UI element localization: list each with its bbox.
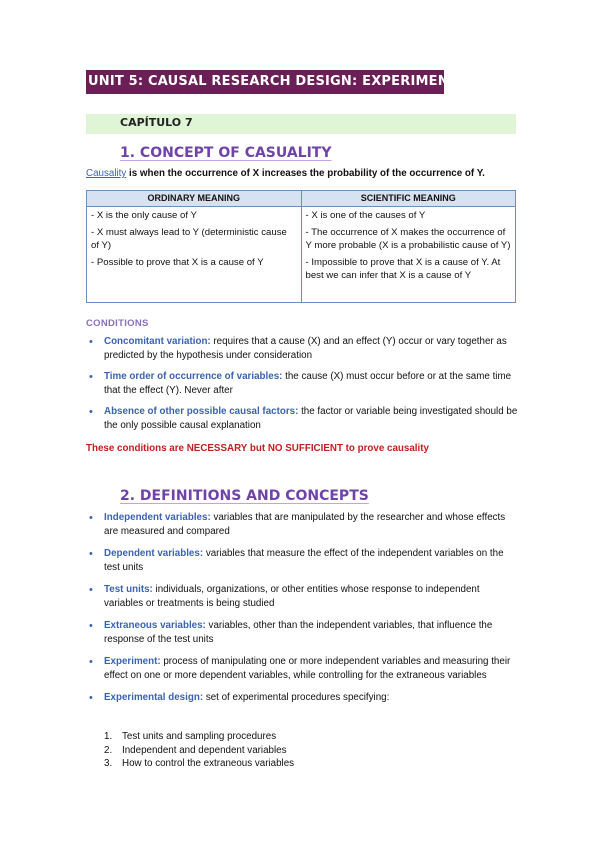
scientific-item: - The occurrence of X makes the occurrence of Y more probable (X is a probabilistic cause of Y): [305, 226, 511, 251]
bullet-icon: •: [89, 406, 93, 418]
condition-text: requires that a cause (X) and an effect (Y) occur or vary together as predicted by the hypothesis under consideration: [104, 336, 507, 361]
definition-item: [86, 547, 518, 575]
definition-text: variables that measure the effect of the independent variables on the test units: [104, 548, 504, 573]
definition-item: [86, 583, 518, 611]
condition-item: [86, 335, 518, 363]
ordinary-item: - X is the only cause of Y: [91, 210, 197, 221]
definition-text: variables that are manipulated by the researcher and whose effects are measured and compared: [104, 512, 506, 537]
conditions-list: [86, 335, 518, 433]
step-number: 3.: [104, 758, 113, 769]
bullet-icon: •: [89, 512, 93, 524]
chapter-banner: [86, 114, 516, 134]
header-scientific: SCIENTIFIC MEANING: [301, 191, 516, 207]
header-ordinary: ORDINARY MEANING: [87, 191, 302, 207]
step-text: How to control the extraneous variables: [122, 758, 295, 769]
design-step: [104, 744, 294, 758]
definition-item: [86, 655, 518, 683]
bullet-icon: •: [89, 371, 93, 383]
step-number: 1.: [104, 731, 113, 742]
step-text: Independent and dependent variables: [122, 744, 287, 756]
condition-item: [86, 405, 518, 433]
section-2-heading: 2. DEFINITIONS AND CONCEPTS: [120, 488, 369, 504]
conditions-label: CONDITIONS: [86, 318, 149, 329]
chapter-label: CAPÍTULO 7: [120, 116, 193, 129]
definitions-list: [86, 511, 518, 705]
definition-text: individuals, organizations, or other entities whose response to independent variables or treatments is being studied: [104, 584, 480, 609]
definition-label: Independent variables:: [104, 512, 211, 523]
definition-label: Experimental design:: [104, 692, 204, 703]
design-step: [104, 730, 294, 744]
definition-label: Dependent variables:: [104, 548, 204, 559]
ordinary-cell: [87, 207, 302, 303]
bullet-icon: •: [89, 548, 93, 560]
definition-item: [86, 619, 518, 647]
bullet-icon: •: [89, 656, 93, 668]
causality-definition: [86, 167, 485, 181]
definition-label: Experiment:: [104, 656, 161, 667]
causality-definition-text: is when the occurrence of X increases the probability of the occurrence of Y.: [126, 168, 485, 179]
definition-item: [86, 511, 518, 539]
ordinary-item: - Possible to prove that X is a cause of Y: [91, 256, 264, 268]
scientific-item: - Impossible to prove that X is a cause of Y. At best we can infer that X is a cause of Y: [305, 256, 501, 281]
bullet-icon: •: [89, 692, 93, 704]
scientific-cell: [301, 207, 516, 303]
section-1-heading: 1. CONCEPT OF CASUALITY: [120, 145, 332, 161]
step-text: Test units and sampling procedures: [122, 731, 277, 742]
design-steps-list: [104, 730, 294, 771]
conditions-warning: These conditions are NECESSARY but NO SUFFICIENT to prove causality: [86, 443, 429, 454]
condition-text: the cause (X) must occur before or at the same time that the effect (Y). Never after: [104, 371, 512, 396]
design-step: [104, 757, 294, 771]
condition-label: Concomitant variation:: [104, 336, 211, 347]
definition-label: Extraneous variables:: [104, 620, 206, 631]
definition-label: Test units:: [104, 584, 153, 595]
definition-text: set of experimental procedures specifying:: [203, 692, 390, 703]
definition-text: variables, other than the independent variables, that influence the response of the test units: [104, 620, 493, 645]
condition-label: Absence of other possible causal factors:: [104, 406, 299, 417]
bullet-icon: •: [89, 336, 93, 348]
definition-text: process of manipulating one or more independent variables and measuring their effect on one or more dependent variables, while controlling for the extraneous variables: [104, 656, 511, 681]
condition-label: Time order of occurrence of variables:: [104, 371, 283, 382]
step-number: 2.: [104, 744, 113, 756]
meaning-comparison-table: [86, 190, 516, 303]
causality-term[interactable]: Causality: [86, 168, 127, 179]
condition-text: the factor or variable being investigated should be the only possible causal explanation: [104, 406, 518, 431]
condition-item: [86, 370, 518, 398]
bullet-icon: •: [89, 620, 93, 632]
unit-title: UNIT 5: CAUSAL RESEARCH DESIGN: EXPERIMENTATION: [86, 70, 444, 94]
scientific-item: - X is one of the causes of Y: [305, 210, 426, 221]
ordinary-item: - X must always lead to Y (deterministic cause of Y): [91, 226, 287, 251]
bullet-icon: •: [89, 584, 93, 596]
definition-item: [86, 691, 518, 705]
